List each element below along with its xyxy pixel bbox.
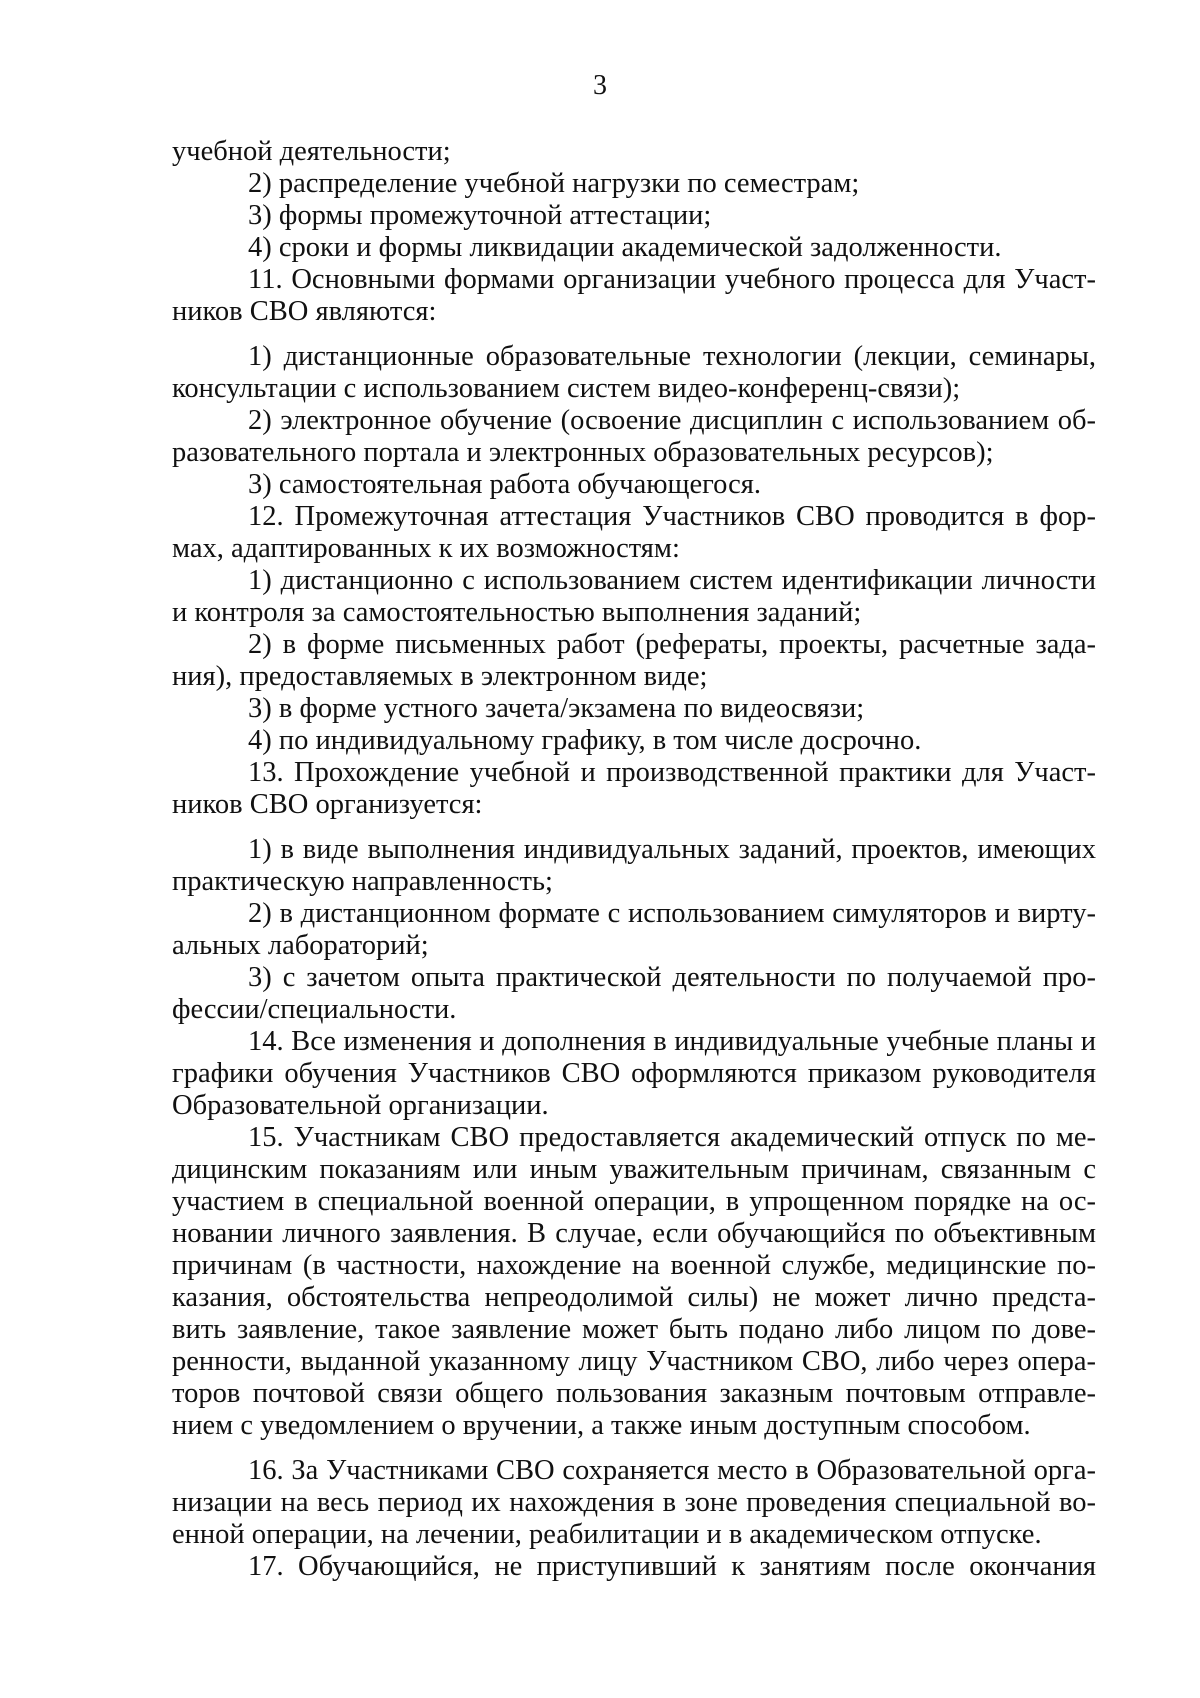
text-line: и контроля за самостоятельностью выполнения заданий; bbox=[172, 597, 862, 628]
text-line: 13. Прохождение учебной и производственной практики для Участ- bbox=[248, 757, 1096, 788]
text-line: 3) с зачетом опыта практической деятельности по получаемой про- bbox=[248, 962, 1096, 993]
text-line: 4) по индивидуальному графику, в том числе досрочно. bbox=[248, 725, 922, 756]
text-line: ния), предоставляемых в электронном виде; bbox=[172, 661, 708, 692]
text-line: Образовательной организации. bbox=[172, 1090, 549, 1121]
text-line: ников СВО являются: bbox=[172, 296, 437, 327]
text-line: енной операции, на лечении, реабилитации и в академическом отпуске. bbox=[172, 1519, 1042, 1550]
text-line: дицинским показаниям или иным уважительным причинам, связанным с bbox=[172, 1154, 1096, 1185]
text-line: 2) распределение учебной нагрузки по семестрам; bbox=[248, 168, 860, 199]
text-line: низации на весь период их нахождения в зоне проведения специальной во- bbox=[172, 1487, 1096, 1518]
text-line: 15. Участникам СВО предоставляется академический отпуск по ме- bbox=[248, 1122, 1096, 1153]
text-line: вить заявление, такое заявление может быть подано либо лицом по дове- bbox=[172, 1314, 1096, 1345]
text-line: казания, обстоятельства непреодолимой силы) не может лично предста- bbox=[172, 1282, 1096, 1313]
text-line: нием с уведомлением о вручении, а также иным доступным способом. bbox=[172, 1410, 1031, 1441]
text-line: учебной деятельности; bbox=[172, 136, 451, 167]
text-line: 16. За Участниками СВО сохраняется место в Образовательной орга- bbox=[248, 1455, 1096, 1486]
text-line: ников СВО организуется: bbox=[172, 789, 483, 820]
text-line: 1) в виде выполнения индивидуальных заданий, проектов, имеющих bbox=[248, 834, 1096, 865]
text-line: 11. Основными формами организации учебного процесса для Участ- bbox=[248, 264, 1096, 295]
text-line: 2) электронное обучение (освоение дисциплин с использованием об- bbox=[248, 405, 1096, 436]
page-number: 3 bbox=[593, 70, 607, 101]
text-line: 2) в дистанционном формате с использованием симуляторов и вирту- bbox=[248, 898, 1096, 929]
text-line: фессии/специальности. bbox=[172, 994, 457, 1025]
text-line: 2) в форме письменных работ (рефераты, проекты, расчетные зада- bbox=[248, 629, 1096, 660]
text-line: 14. Все изменения и дополнения в индивидуальные учебные планы и bbox=[248, 1026, 1096, 1057]
text-line: 1) дистанционно с использованием систем идентификации личности bbox=[248, 565, 1096, 596]
text-line: 3) в форме устного зачета/экзамена по видеосвязи; bbox=[248, 693, 865, 724]
text-line: 4) сроки и формы ликвидации академической задолженности. bbox=[248, 232, 1002, 263]
text-line: мах, адаптированных к их возможностям: bbox=[172, 533, 680, 564]
text-line: новании личного заявления. В случае, если обучающийся по объективным bbox=[172, 1218, 1096, 1249]
text-line: графики обучения Участников СВО оформляются приказом руководителя bbox=[172, 1058, 1096, 1089]
text-line: консультации с использованием систем видео-конференц-связи); bbox=[172, 373, 961, 404]
text-line: 3) самостоятельная работа обучающегося. bbox=[248, 469, 761, 500]
text-line: 12. Промежуточная аттестация Участников СВО проводится в фор- bbox=[248, 501, 1096, 532]
text-line: ренности, выданной указанному лицу Участником СВО, либо через опера- bbox=[172, 1346, 1096, 1377]
text-line: торов почтовой связи общего пользования заказным почтовым отправле- bbox=[172, 1378, 1096, 1409]
text-line: практическую направленность; bbox=[172, 866, 553, 897]
text-line: 3) формы промежуточной аттестации; bbox=[248, 200, 712, 231]
text-line: 17. Обучающийся, не приступивший к занятиям после окончания bbox=[248, 1551, 1096, 1582]
text-line: разовательного портала и электронных образовательных ресурсов); bbox=[172, 437, 994, 468]
text-line: 1) дистанционные образовательные технологии (лекции, семинары, bbox=[248, 341, 1096, 372]
text-line: участием в специальной военной операции, в упрощенном порядке на ос- bbox=[172, 1186, 1096, 1217]
text-line: альных лабораторий; bbox=[172, 930, 429, 961]
text-line: причинам (в частности, нахождение на военной службе, медицинские по- bbox=[172, 1250, 1096, 1281]
